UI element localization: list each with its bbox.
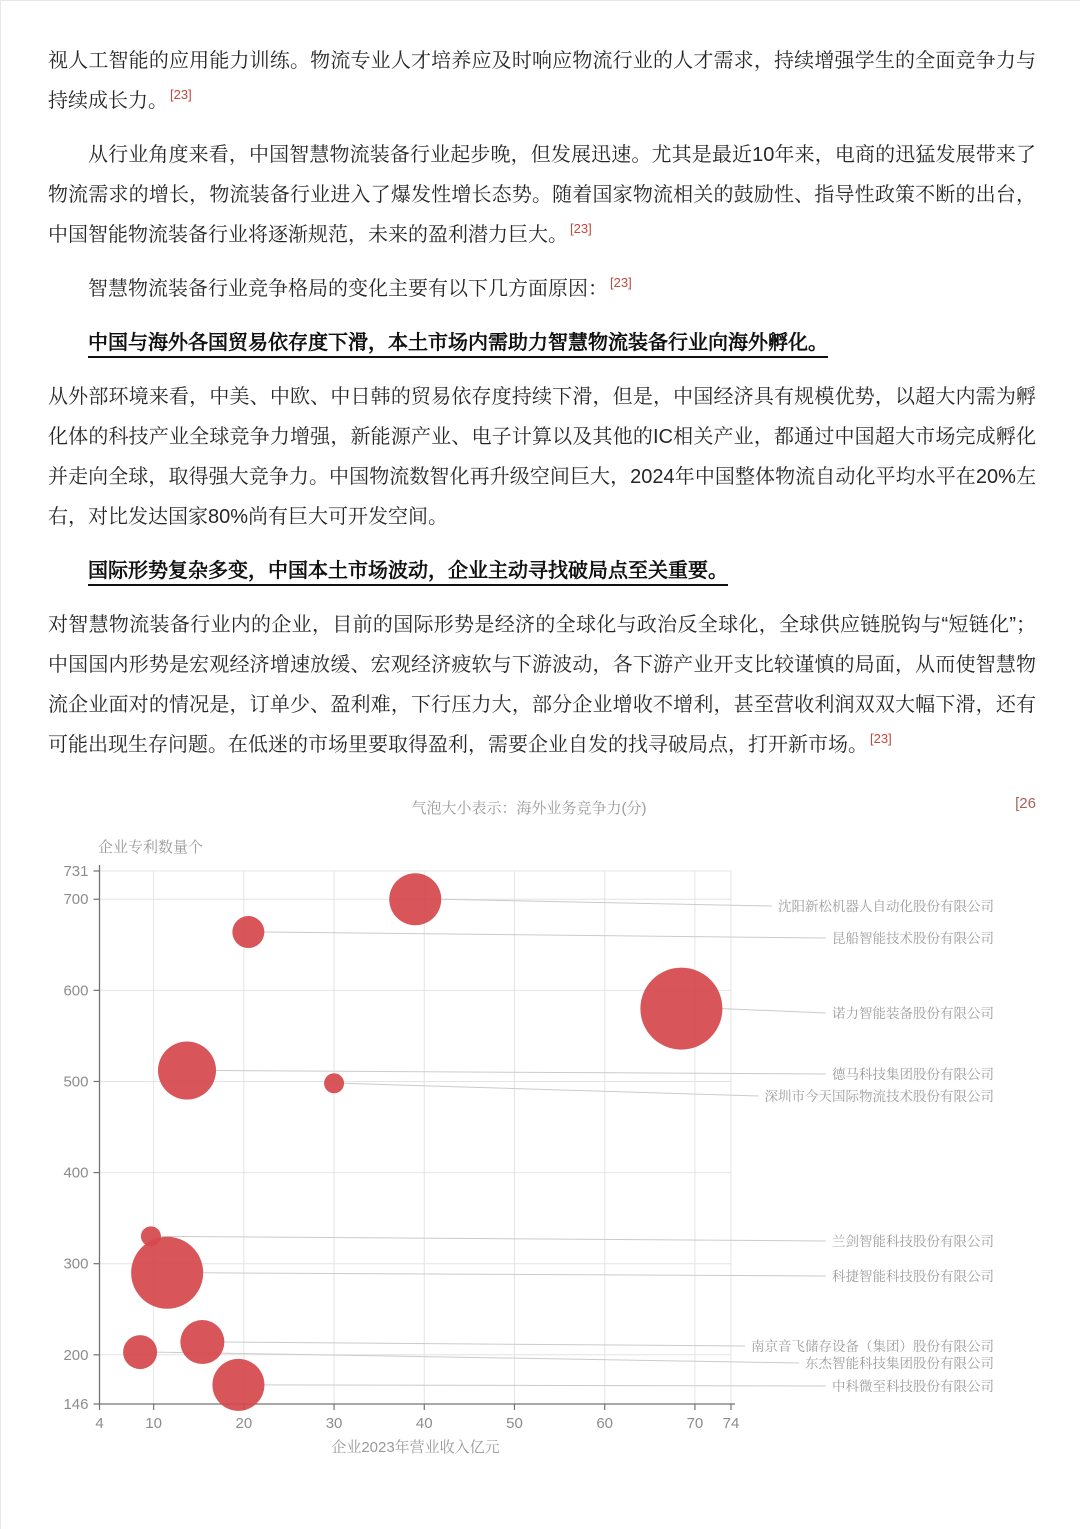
x-tick-label: 50 [506, 1415, 523, 1431]
company-label: 深圳市今天国际物流技术股份有限公司 [764, 1089, 994, 1104]
x-tick-label: 40 [415, 1415, 433, 1431]
paragraph-text: 国际形势复杂多变，中国本土市场波动，企业主动寻找破局点至关重要。 [88, 560, 728, 582]
x-tick-label: 10 [145, 1415, 162, 1431]
bubble [131, 1237, 203, 1309]
y-tick-label: 146 [63, 1396, 89, 1413]
company-label: 德马科技集团股份有限公司 [832, 1067, 994, 1082]
leader-line [223, 1342, 745, 1346]
paragraph-text: 智慧物流装备行业竞争格局的变化主要有以下几方面原因： [88, 278, 608, 300]
company-label: 科捷智能科技股份有限公司 [832, 1269, 994, 1284]
paragraph [48, 135, 1036, 255]
paragraph-text: 中国与海外各国贸易依存度下滑，本土市场内需助力智慧物流装备行业向海外孵化。 [88, 332, 828, 354]
paragraph-text: 从外部环境来看，中美、中欧、中日韩的贸易依存度持续下滑，但是，中国经济具有规模优势，以超大内需为孵化体的科技产业全球竞争力增强，新能源产业、电子计算以及其他的IC相关产业，都通过中国超大市场完成孵化并走向全球，取得强大竞争力。中国物流数智化再升级空间巨大，2024年中国整体物流自动化平均水平在20%左右，对比发达国家80%尚有巨大可开发空间。 [48, 386, 1036, 528]
leader-line [160, 1236, 826, 1241]
bubble [232, 916, 264, 948]
company-label: 沈阳新松机器人自动化股份有限公司 [778, 899, 994, 914]
chart-citation-ref[interactable]: [26 [1015, 795, 1036, 812]
x-tick-label: 74 [722, 1415, 740, 1431]
citation-ref[interactable]: [23] [170, 87, 192, 103]
y-tick-label: 600 [63, 982, 89, 1000]
leader-line [215, 1071, 826, 1074]
citation-ref[interactable]: [23] [610, 275, 632, 291]
paragraph [48, 605, 1036, 765]
bubble [158, 1042, 216, 1100]
leader-line [721, 1009, 826, 1013]
leader-line [156, 1352, 799, 1363]
chart-title: 气泡大小表示：海外业务竞争力(分) [411, 800, 647, 817]
section-heading [48, 323, 1036, 363]
leader-line [263, 932, 826, 938]
y-tick-label: 300 [63, 1255, 89, 1273]
bubble [324, 1073, 344, 1093]
bubble [180, 1320, 224, 1364]
company-label: 昆船智能技术股份有限公司 [832, 931, 994, 946]
bubble [123, 1335, 157, 1369]
y-tick-label: 731 [63, 863, 89, 880]
x-tick-label: 20 [235, 1415, 253, 1431]
y-tick-label: 400 [63, 1164, 89, 1182]
paragraph-text: 从行业角度来看，中国智慧物流装备行业起步晚，但发展迅速。尤其是最近10年来，电商的迅猛发展带来了物流需求的增长，物流装备行业进入了爆发性增长态势。随着国家物流相关的鼓励性、指导性政策不断的出台，中国智能物流装备行业将逐渐规范，未来的盈利潜力巨大。 [48, 144, 1036, 246]
bubble-plot [1, 851, 1080, 1431]
company-label: 中科微至科技股份有限公司 [832, 1379, 994, 1394]
y-tick-label: 700 [63, 891, 89, 909]
company-label: 东杰智能科技集团股份有限公司 [805, 1356, 994, 1371]
y-tick-label: 500 [63, 1073, 89, 1091]
leader-line [263, 1385, 826, 1386]
y-tick-label: 200 [63, 1346, 89, 1364]
x-tick-label: 30 [325, 1415, 343, 1431]
leader-line [440, 899, 772, 906]
x-axis-title: 企业2023年营业收入亿元 [331, 1439, 500, 1456]
company-label: 诺力智能装备股份有限公司 [832, 1006, 994, 1021]
paragraph [48, 377, 1036, 537]
citation-ref[interactable]: [23] [870, 731, 892, 747]
leader-line [343, 1083, 758, 1096]
company-label: 南京音飞储存设备（集团）股份有限公司 [751, 1339, 994, 1354]
paragraph-text: 视人工智能的应用能力训练。物流专业人才培养应及时响应物流行业的人才需求，持续增强学生的全面竞争力与持续成长力。 [48, 50, 1036, 112]
x-tick-label: 4 [95, 1415, 104, 1431]
paragraph-text: 对智慧物流装备行业内的企业，目前的国际形势是经济的全球化与政治反全球化，全球供应链脱钩与“短链化”；中国国内形势是宏观经济增速放缓、宏观经济疲软与下游波动，各下游产业开支比较谨慎的局面，从而使智慧物流企业面对的情况是，订单少、盈利难，下行压力大，部分企业增收不增利，甚至营收利润双双大幅下滑，还有可能出现生存问题。在低迷的市场里要取得盈利，需要企业自发的找寻破局点，打开新市场。 [48, 614, 1036, 756]
y-axis-title: 企业专利数量个 [98, 839, 204, 856]
paragraph [48, 269, 1036, 309]
bubble-chart [1, 791, 1080, 1491]
article-text [48, 41, 1036, 779]
paragraph [48, 41, 1036, 121]
bubble [389, 873, 441, 925]
company-label: 兰剑智能科技股份有限公司 [832, 1234, 994, 1249]
section-heading [48, 551, 1036, 591]
bubble [640, 968, 722, 1050]
x-tick-label: 70 [686, 1415, 704, 1431]
citation-ref[interactable]: [23] [570, 221, 592, 237]
x-tick-label: 60 [596, 1415, 614, 1431]
bubble [212, 1359, 264, 1411]
